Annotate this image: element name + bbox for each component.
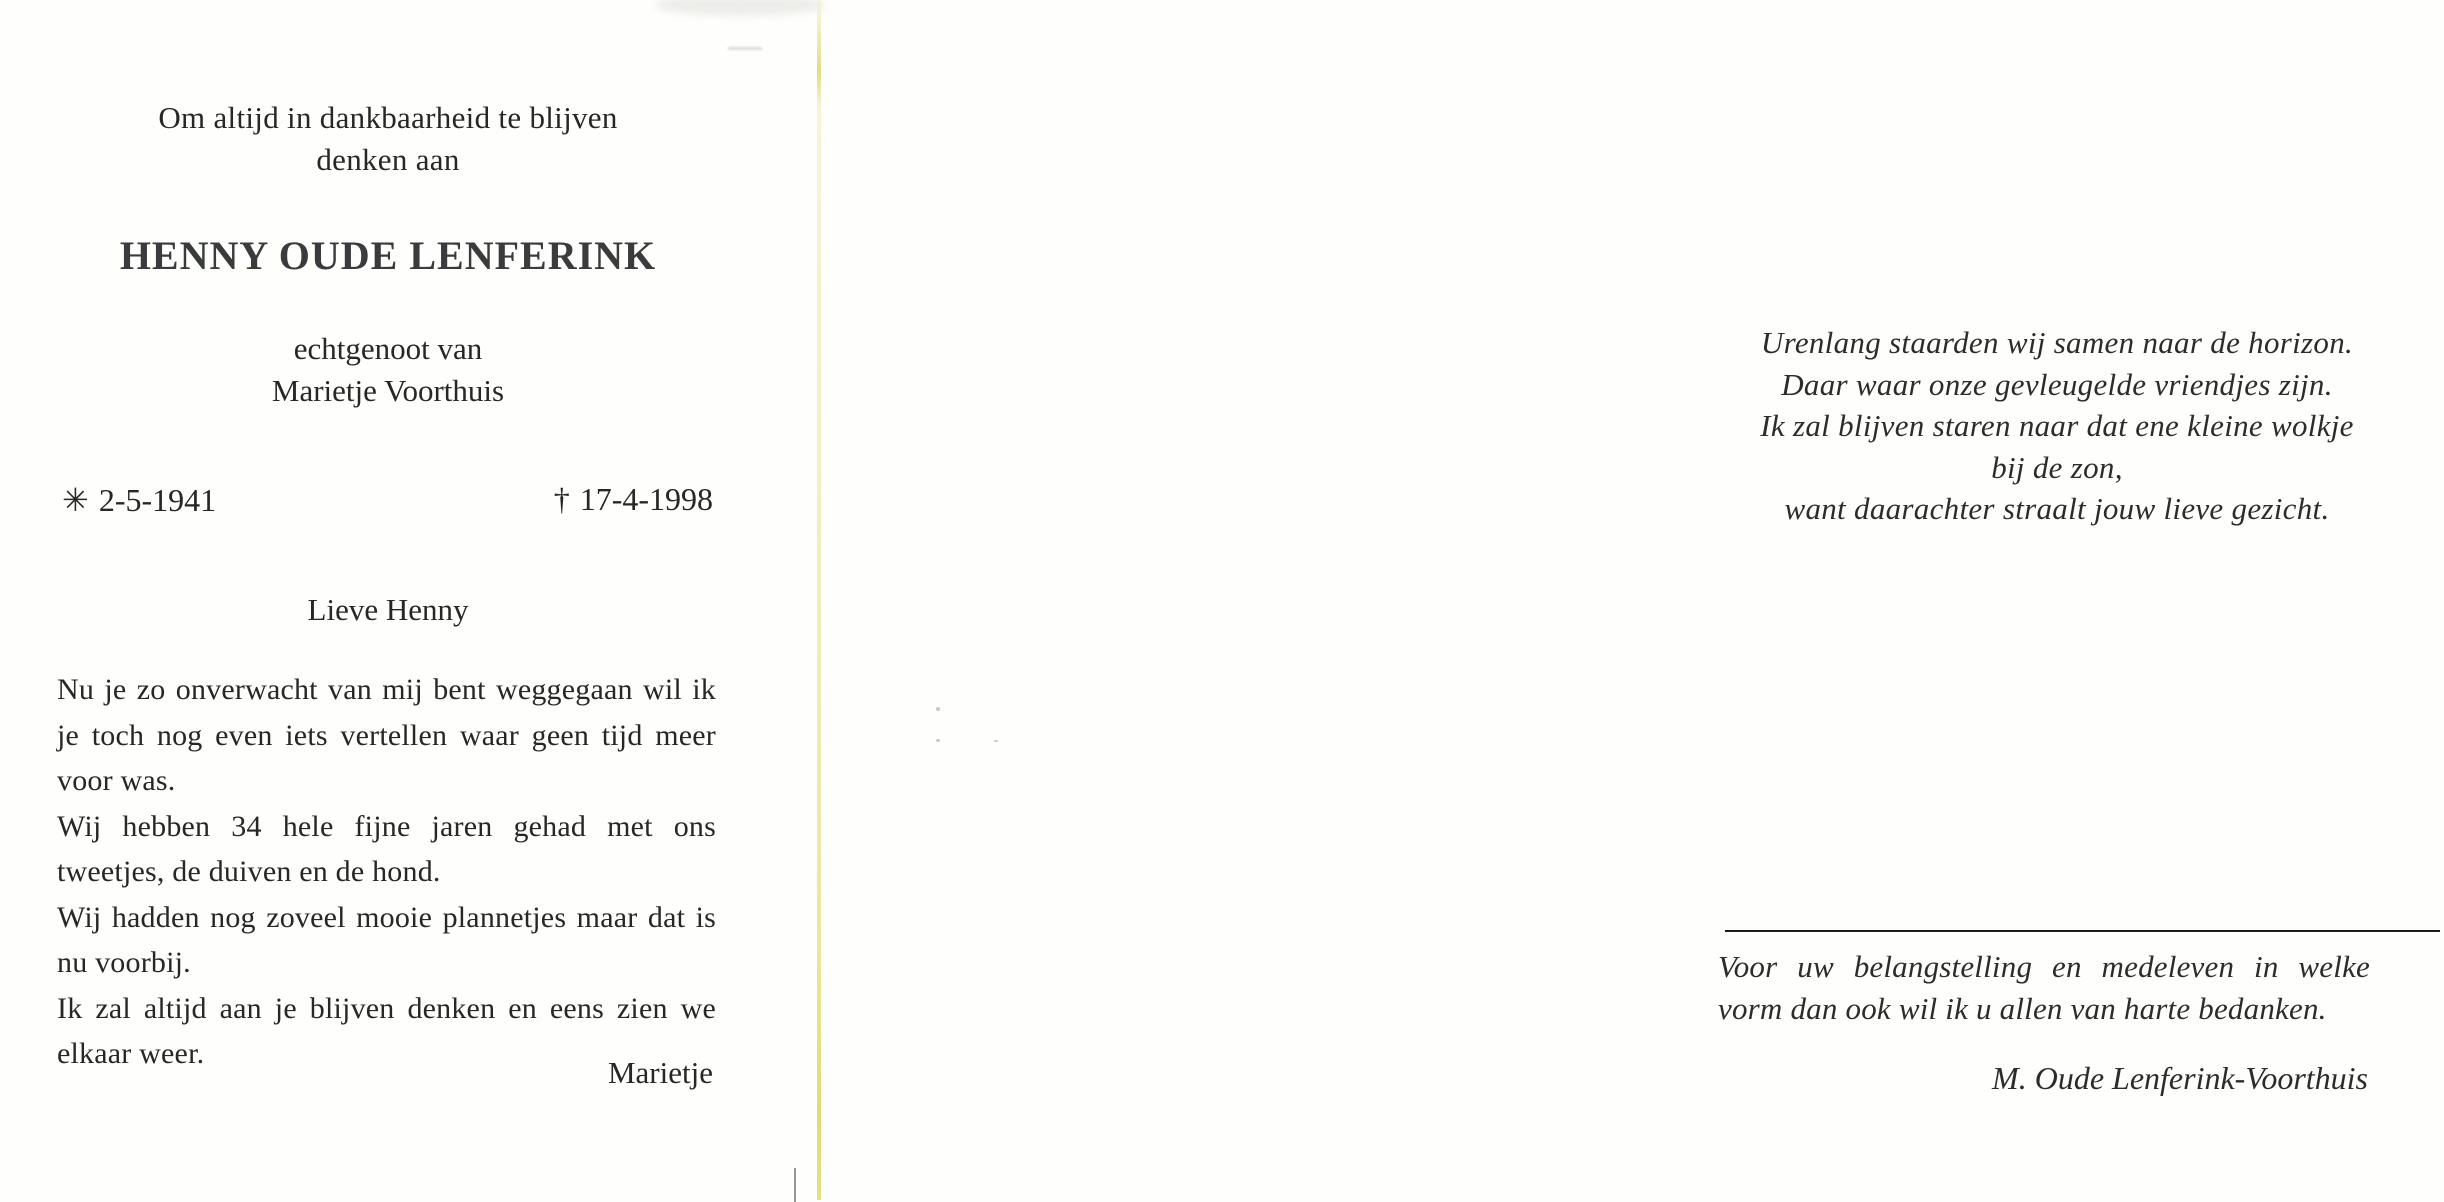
intro-text: [58, 97, 718, 181]
birth-star-icon: ✳: [62, 482, 89, 518]
death-cross-icon: †: [553, 481, 570, 517]
intro-line-1: Om altijd in dankbaarheid te blijven: [158, 100, 618, 135]
death-date-value: 17-4-1998: [579, 481, 713, 517]
memorial-card-left-page: [0, 0, 820, 1200]
poem-line: bij de zon,: [1991, 449, 2123, 485]
death-date: [554, 481, 713, 519]
relation-line-1: echtgenoot van: [293, 331, 483, 366]
intro-line-2: denken aan: [316, 142, 460, 177]
letter-paragraph: Wij hebben 34 hele fijne jaren gehad met ons tweetjes, de duiven en de hond.: [57, 809, 716, 888]
letter-body: [57, 667, 716, 1077]
salutation: Lieve Henny: [307, 592, 469, 627]
relation-text: [58, 328, 718, 412]
life-dates: [62, 481, 713, 519]
spouse-name: Marietje Voorthuis: [271, 373, 505, 408]
letter-paragraph: Nu je zo onverwacht van mij bent weggegaan wil ik je toch nog even iets vertellen waar geen tijd meer voor was.: [57, 673, 716, 797]
acknowledgment-signature: M. Oude Lenferink-Voorthuis: [1992, 1060, 2368, 1096]
divider-rule: [1725, 930, 2440, 932]
acknowledgment-text: Voor uw belangstelling en medeleven in welke vorm dan ook wil ik u allen van harte bedanken.: [1718, 949, 2370, 1026]
poem-line: want daarachter straalt jouw lieve gezicht.: [1784, 491, 2330, 526]
poem-line: Ik zal blijven staren naar dat ene kleine wolkje: [1760, 408, 2354, 443]
letter-signature: Marietje: [607, 1055, 713, 1090]
memorial-poem: [1670, 322, 2444, 530]
letter-paragraph: Wij hadden nog zoveel mooie plannetjes maar dat is nu voorbij.: [57, 900, 716, 979]
birth-date: [62, 481, 216, 519]
birth-date-value: 2-5-1941: [98, 482, 217, 518]
poem-line: Urenlang staarden wij samen naar de horizon.: [1760, 325, 2354, 360]
memorial-card-right-page: [820, 0, 2370, 1200]
poem-line: Daar waar onze gevleugelde vriendjes zijn.: [1781, 366, 2333, 402]
deceased-name: HENNY OUDE LENFERINK: [119, 233, 657, 278]
letter-paragraph: Ik zal altijd aan je blijven denken en eens zien we elkaar weer.: [57, 991, 716, 1070]
